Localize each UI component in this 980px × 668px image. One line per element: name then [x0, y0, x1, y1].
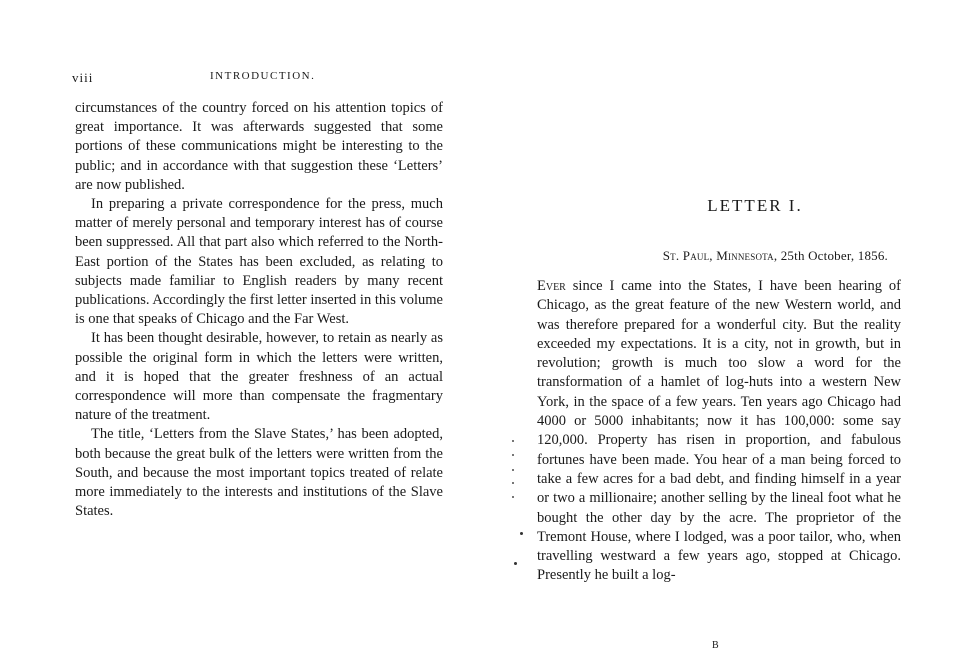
introduction-text	[75, 99, 443, 521]
paragraph: The title, ‘Letters from the Slave States,’ has been adopted, both because the great bulk of the letters were written from the South, and because the most important topics treated of relate more immediately to the interests and institutions of the Slave States.	[75, 426, 443, 520]
paragraph: circumstances of the country forced on his attention topics of great importance. It was afterwards suggested that some portions of these communications might be interesting to the public; and in accordance with that suggestion these ‘Letters’ are now published.	[75, 100, 443, 193]
opening-words: Ever	[537, 278, 566, 294]
letter-body: since I came into the States, I have been hearing of Chicago, as the great feature of the new Western world, and was therefore prepared for a wonderful city. But the reality exceeded my expectations. It is a city, not in growth, but in revolution; growth is much too slow a word for the transformation of a hamlet of log-huts into a western New York, in the space of a few years. Ten years ago Chicago had 4000 or 5000 inhabitants; now it has 100,000: some say 120,000. Property has risen in proportion, and fabulous fortunes have been made. You hear of a man being forced to take a few acres for a bad debt, and finding himself in a year or two a millionaire; another selling by the lineal foot what he bought the other day by the acre. The proprietor of the Tremont House, where I lodged, was a poor tailor, who, when travelling westward a few years ago, stopped at Chicago. Presently he built a log-	[537, 278, 901, 584]
paragraph: It has been thought desirable, however, to retain as nearly as possible the original form in which the letters were written, and it is hoped that the greater freshness of an actual correspondence will more than compensate the fragmentary nature of the treatment.	[75, 330, 443, 424]
dateline-place: St. Paul, Minnesota,	[662, 248, 778, 263]
ink-speck	[514, 562, 517, 565]
running-head: INTRODUCTION.	[210, 70, 316, 82]
ink-speck	[520, 532, 523, 535]
letter-title: LETTER I.	[707, 196, 803, 215]
dateline	[663, 248, 888, 264]
paragraph	[537, 277, 901, 586]
paragraph: In preparing a private correspondence for the press, much matter of merely personal and temporary interest has of course been suppressed. All that part also which referred to the North-East portion of the States has been excluded, as relating to subjects made familiar to English readers by many recent publications. Accordingly the first letter inserted in this volume is one that speaks of Chicago and the Far West.	[75, 196, 443, 328]
signature-mark: B	[712, 640, 720, 651]
letter-text	[537, 277, 901, 586]
page-number: viii	[72, 70, 94, 85]
dateline-date: 25th October, 1856.	[780, 248, 888, 263]
